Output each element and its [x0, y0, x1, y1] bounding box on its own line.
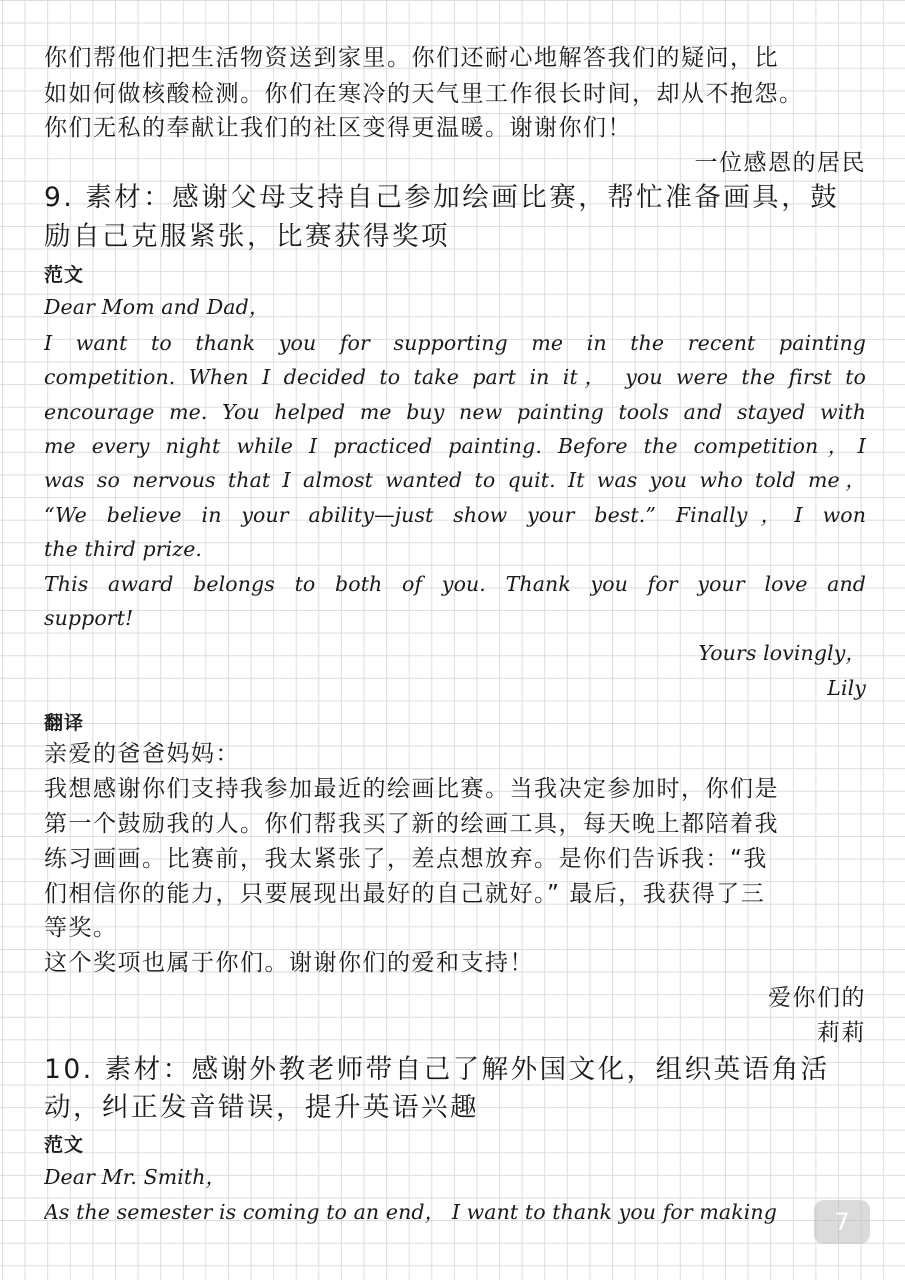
prev-letter-line: 你们帮他们把生活物资送到家里。你们还耐心地解答我们的疑问，比 [44, 45, 779, 71]
item9-closing: Yours lovingly， [698, 641, 866, 665]
item10-heading-line: 10. 素材：感谢外教老师带自己了解外国文化，组织英语角活 [44, 1054, 830, 1085]
item9-body-line: was so nervous that I almost wanted to quit. It was you who told me， [44, 468, 866, 492]
item9-translation-line: 这个奖项也属于你们。谢谢你们的爱和支持！ [44, 950, 534, 976]
item9-translation-closing: 爱你们的 [768, 985, 866, 1011]
item9-body-line: competition. When I decided to take part in it， you were the first to [44, 365, 866, 389]
item9-translation-line: 练习画画。比赛前，我太紧张了，差点想放弃。是你们告诉我：“我 [44, 846, 768, 872]
item9-body-line: encourage me. You helped me buy new painting tools and stayed with [44, 400, 866, 424]
item9-heading-line: 9. 素材：感谢父母支持自己参加绘画比赛，帮忙准备画具，鼓 [44, 182, 840, 213]
item9-body-line: me every night while I practiced painting. Before the competition，I [44, 434, 866, 458]
item9-body-line: the third prize. [44, 537, 203, 561]
item9-body-line: “We believe in your ability—just show your best.” Finally，I won [44, 503, 866, 527]
item10-body-line: As the semester is coming to an end， I want to thank you for making [44, 1200, 777, 1224]
item9-translation-line: 第一个鼓励我的人。你们帮我买了新的绘画工具，每天晚上都陪着我 [44, 811, 779, 837]
item9-translation-label: 翻译 [44, 712, 85, 734]
item9-model-label: 范文 [44, 264, 85, 286]
item9-heading-line: 励自己克服紧张，比赛获得奖项 [44, 221, 450, 252]
page-number-badge: 7 [814, 1200, 870, 1244]
prev-letter-signature: 一位感恩的居民 [694, 150, 866, 176]
item9-translation-greeting: 亲爱的爸爸妈妈： [44, 741, 240, 767]
item9-name: Lily [827, 676, 866, 700]
item10-greeting: Dear Mr. Smith， [44, 1165, 227, 1189]
item10-model-label: 范文 [44, 1134, 85, 1156]
item9-body-line: I want to thank you for supporting me in the recent painting [44, 331, 866, 355]
item9-translation-line: 我想感谢你们支持我参加最近的绘画比赛。当我决定参加时，你们是 [44, 776, 779, 802]
prev-letter-line: 如如何做核酸检测。你们在寒冷的天气里工作很长时间，却从不抱怨。 [44, 81, 804, 107]
item9-body-line: support! [44, 606, 134, 630]
prev-letter-line: 你们无私的奉献让我们的社区变得更温暖。谢谢你们！ [44, 115, 632, 141]
item9-translation-line: 等奖。 [44, 915, 118, 941]
item9-translation-name: 莉莉 [817, 1020, 866, 1046]
item9-greeting: Dear Mom and Dad， [44, 295, 270, 319]
item9-body-line: This award belongs to both of you. Thank you for your love and [44, 572, 866, 596]
item10-heading-line: 动，纠正发音错误，提升英语兴趣 [44, 1092, 479, 1123]
item9-translation-line: 们相信你的能力，只要展现出最好的自己就好。” 最后，我获得了三 [44, 881, 766, 907]
